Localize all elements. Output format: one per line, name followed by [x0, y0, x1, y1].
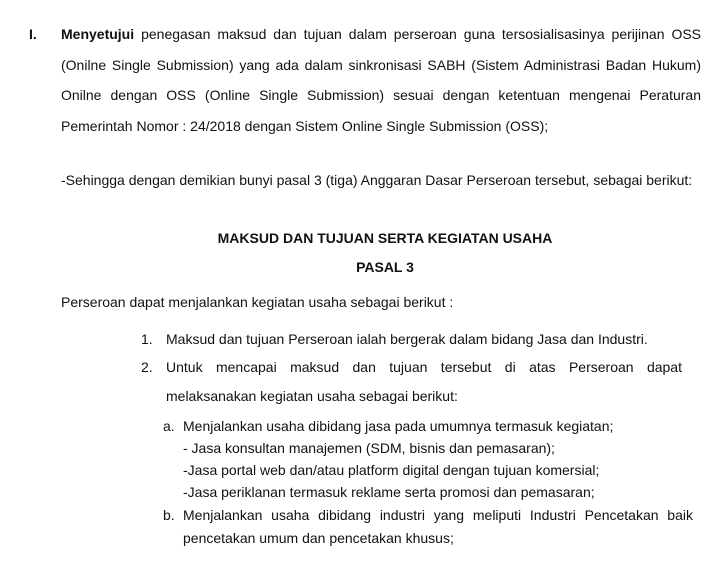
numbered-item-2-number: 2.	[141, 359, 153, 375]
section-marker: I.	[29, 26, 37, 42]
intro-line: -Sehingga dengan demikian bunyi pasal 3 (tiga) Anggaran Dasar Perseroan tersebut, sebagai berikut:	[61, 172, 693, 188]
section-line-1	[61, 25, 701, 43]
numbered-item-1-text: Maksud dan tujuan Perseroan ialah bergerak dalam bidang Jasa dan Industri.	[166, 331, 648, 347]
sub-item-a-bullet-2: -Jasa portal web dan/atau platform digital dengan tujuan komersial;	[183, 462, 600, 478]
sub-item-a-letter: a.	[163, 418, 175, 434]
sub-item-a-bullet-1: - Jasa konsultan manajemen (SDM, bisnis dan pemasaran);	[183, 440, 555, 456]
section-lead-bold: Menyetujui	[61, 26, 135, 42]
sub-item-b-text-line-2: pencetakan umum dan pencetakan khusus;	[183, 530, 454, 546]
section-line-1-rest: penegasan maksud dan tujuan dalam perseroan guna tersosialisasinya perijinan OSS	[141, 26, 702, 42]
section-line-3: Onilne dengan OSS (Online Single Submission) sesuai dengan ketentuan mengenai Peraturan	[61, 87, 701, 103]
sub-item-b-letter: b.	[163, 507, 175, 523]
numbered-item-2-text-line-1: Untuk mencapai maksud dan tujuan tersebut di atas Perseroan dapat	[166, 359, 682, 375]
lead-in: Perseroan dapat menjalankan kegiatan usaha sebagai berikut :	[61, 294, 454, 310]
numbered-item-2-text-line-2: melaksanakan kegiatan usaha sebagai berikut:	[166, 388, 458, 404]
sub-item-a-text: Menjalankan usaha dibidang jasa pada umumnya termasuk kegiatan;	[183, 418, 614, 434]
section-line-4: Pemerintah Nomor : 24/2018 dengan Sistem Online Single Submission (OSS);	[61, 118, 549, 134]
sub-item-b-text-line-1: Menjalankan usaha dibidang industri yang meliputi Industri Pencetakan baik	[183, 507, 693, 523]
section-line-2: (Onilne Single Submission) yang ada dalam sinkronisasi SABH (Sistem Administrasi Badan Hukum)	[61, 57, 701, 73]
numbered-item-1-number: 1.	[141, 331, 153, 347]
sub-item-a-bullet-3: -Jasa periklanan termasuk reklame serta promosi dan pemasaran;	[183, 484, 595, 500]
article-number: PASAL 3	[356, 259, 414, 275]
article-title: MAKSUD DAN TUJUAN SERTA KEGIATAN USAHA	[217, 230, 553, 246]
